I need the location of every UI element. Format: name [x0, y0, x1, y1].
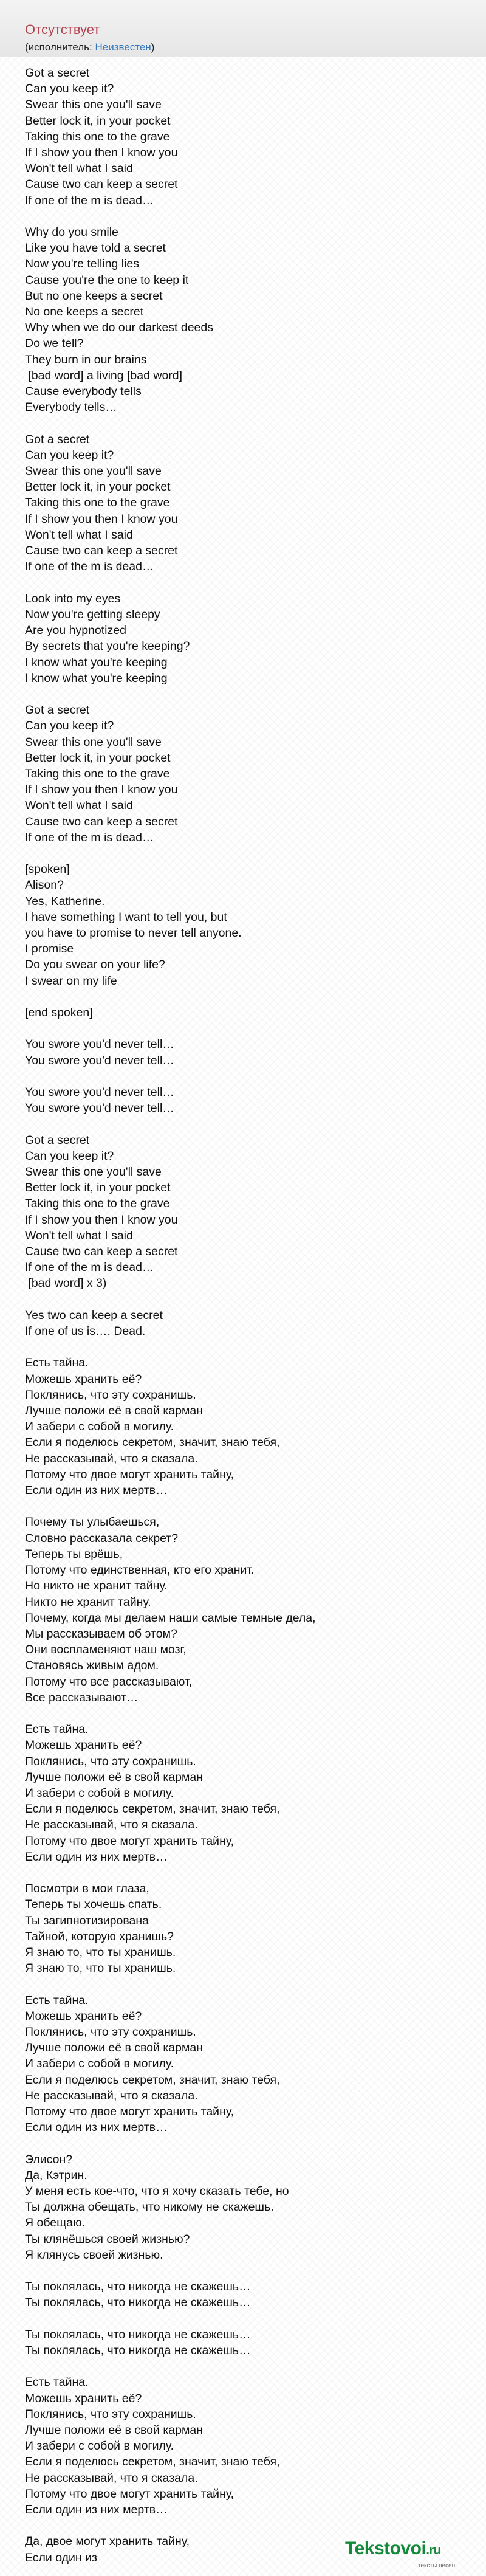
lyrics-text: Got a secret Can you keep it? Swear this one you'll save Better lock it, in your pocket Taking this one to the grave If I show you then I know you Won't tell what I said Cause two can keep a secret If one of the m is dead… Why do you smile Like you have told a secret Now you're telling lies Cause you're the one to keep it But no one keeps a secret No one keeps a secret Why when we do our darkest deeds Do we tell? They burn in our brains [bad word] a living [bad word] Cause everybody tells Everybody tells… Got a secret Can you keep it? Swear this one you'll save Better lock it, in your pocket Taking this one to the grave If I show you then I know you Won't tell what I said Cause two can keep a secret If one of the m is dead… Look into my eyes Now you're getting sleepy Are you hypnotized By secrets that you're keeping? I know what you're keeping I know what you're keeping Got a secret Can you keep it? Swear this one you'll save Better lock it, in your pocket Taking this one to the grave If I show you then I know you Won't tell what I said Cause two can keep a secret If one of the m is dead… [spoken] Alison? Yes, Katherine. I have something I want to tell you, but you have to promise to never tell anyone. I promise Do you swear on your life? I swear on my life [end spoken] You swore you'd never tell… You swore you'd never tell… You swore you'd never tell… You swore you'd never tell… Got a secret Can you keep it? Swear this one you'll save Better lock it, in your pocket Taking this one to the grave If I show you then I know you Won't tell what I said Cause two can keep a secret If one of the m is dead… [bad word] x 3) Yes two can keep a secret If one of us is…. Dead. Есть тайна. Можешь хранить её? Поклянись, что эту сохранишь. Лучше положи её в свой карман И забери с собой в могилу. Если я поделюсь секретом, значит, знаю тебя, Не рассказывай, что я сказала. Потому что двое могут хранить тайну, Если один из них мертв… Почему ты улыбаешься, Словно рассказала секрет? Теперь ты врёшь, Потому что единственная, кто его хранит. Но никто не хранит тайну. Никто не хранит тайну. Почему, когда мы делаем наши самые темные дела, Мы рассказываем об этом? Они воспламеняют наш мозг, Становясь живым адом. Потому что все рассказывают, Все рассказывают… Есть тайна. Можешь хранить её? Поклянись, что эту сохранишь. Лучше положи её в свой карман И забери с собой в могилу. Если я поделюсь секретом, значит, знаю тебя, Не рассказывай, что я сказала. Потому что двое могут хранить тайну, Если один из них мертв… Посмотри в мои глаза, Теперь ты хочешь спать. Ты загипнотизирована Тайной, которую хранишь? Я знаю то, что ты хранишь. Я знаю то, что ты хранишь. Есть тайна. Можешь хранить её? Поклянись, что эту сохранишь. Лучше положи её в свой карман И забери с собой в могилу. Если я поделюсь секретом, значит, знаю тебя, Не рассказывай, что я сказала. Потому что двое могут хранить тайну, Если один из них мертв… Элисон? Да, Кэтрин. У меня есть кое-что, что я хочу сказать тебе, но Ты должна обещать, что никому не скажешь. Я обещаю. Ты клянёшься своей жизнью? Я клянусь своей жизнью. Ты поклялась, что никогда не скажешь… Ты поклялась, что никогда не скажешь… Ты поклялась, что никогда не скажешь… Ты поклялась, что никогда не скажешь… Есть тайна. Можешь хранить её? Поклянись, что эту сохранишь. Лучше положи её в свой карман И забери с собой в могилу. Если я поделюсь секретом, значит, знаю тебя, Не рассказывай, что я сказала. Потому что двое могут хранить тайну, Если один из них мертв… Да, двое могут хранить тайну, Если один из [25, 66, 316, 2564]
artist-suffix: ) [151, 41, 155, 53]
artist-prefix: (исполнитель: [25, 41, 95, 53]
logo-domain: .ru [426, 2544, 441, 2557]
song-header [0, 0, 486, 57]
logo-name: Tekstovoi [345, 2538, 426, 2558]
logo-tagline: тексты песен [418, 2563, 456, 2569]
artist-line [25, 41, 154, 53]
site-logo[interactable] [345, 2536, 486, 2576]
artist-link[interactable]: Неизвестен [95, 41, 151, 53]
song-title: Отсутствует [25, 22, 100, 37]
logo-wordmark [345, 2538, 440, 2559]
